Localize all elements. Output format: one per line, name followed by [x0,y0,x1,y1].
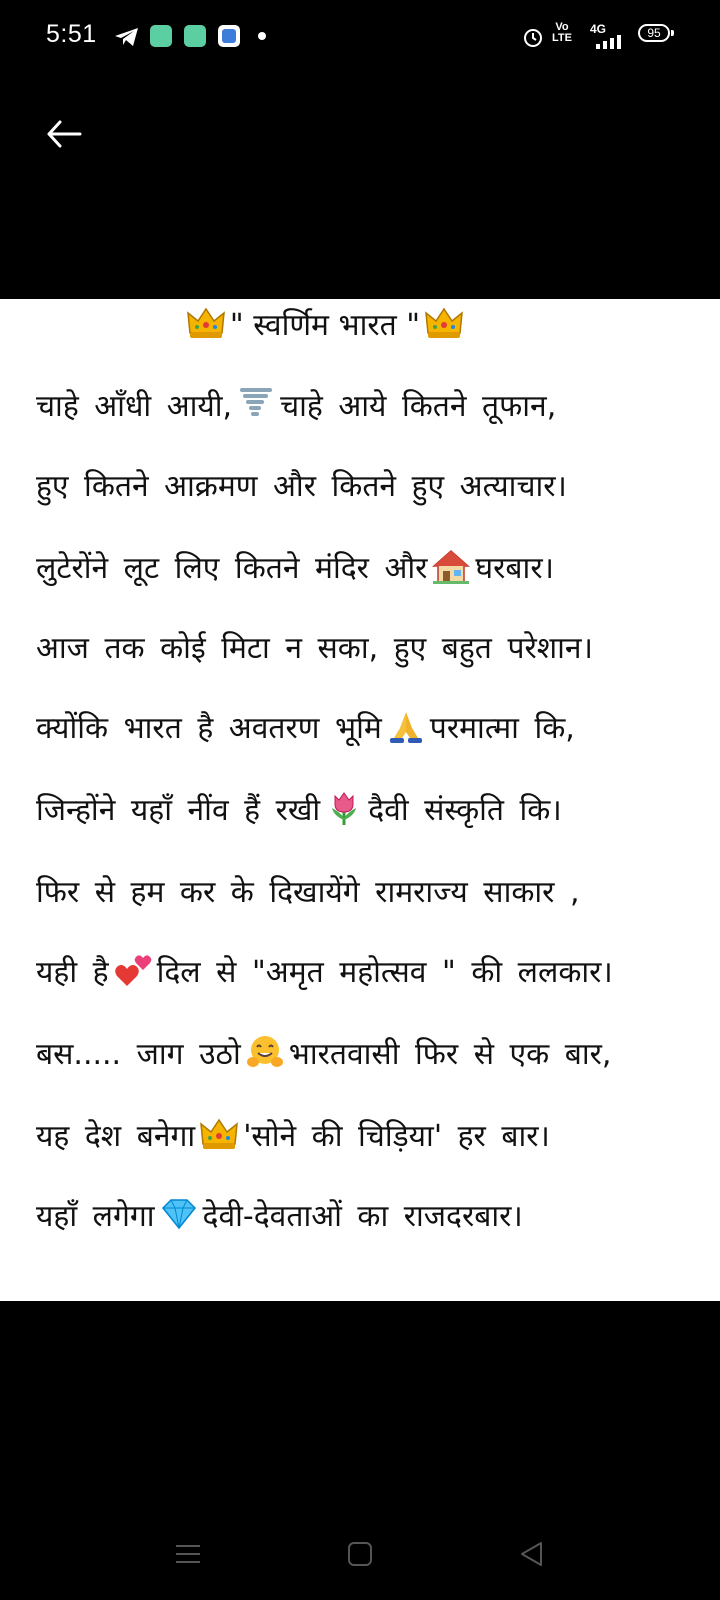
poem-text: देवी-देवताओं का राजदरबार। [202,1199,523,1234]
poem-text: हुए कितने आक्रमण और कितने हुए अत्याचार। [36,469,567,504]
poem-text: दिल से "अमृत महोत्सव " की ललकार। [156,955,613,990]
navigation-bar [0,1510,720,1600]
poem-line [36,385,686,429]
app-icon [150,25,172,47]
menu-lines-icon [175,1543,201,1569]
poem-title-row [0,305,650,346]
poem-text: फिर से हम कर के दिखायेंगे रामराज्य साकार , [36,875,580,910]
battery-tip [671,30,674,36]
poem-text: यही है [36,955,109,990]
poem-text: यहाँ लगेगा [36,1199,155,1234]
poem-line [36,547,686,591]
poem-text: 'सोने की चिड़िया' हर बार। [243,1119,550,1154]
poem-text: आज तक कोई मिटा न सका, हुए बहुत परेशान। [36,631,593,666]
two-hearts-icon [113,952,153,988]
poem-image [0,299,720,1301]
house-icon [431,548,471,584]
telegram-icon [114,27,140,51]
poem-text: जिन्होंने यहाँ नींव हैं रखी [36,793,321,828]
app-icon [218,25,240,47]
app-icon [184,25,206,47]
poem-line [36,1195,686,1239]
poem-text: चाहे आँधी आयी, [36,389,233,424]
arrow-left-icon [46,120,82,152]
tornado-icon [236,386,276,422]
poem-text: भारतवासी फिर से एक बार, [288,1037,612,1072]
poem-text: घरबार। [475,551,554,586]
poem-line [36,1033,686,1077]
crown-icon [424,305,464,341]
poem-text: परमात्मा कि, [429,711,575,746]
poem-line [36,1115,686,1159]
battery-icon: 95 [638,24,670,42]
poem-line [36,707,686,751]
notification-dot-icon [258,32,266,40]
square-icon [347,1541,373,1571]
triangle-back-icon [519,1541,545,1571]
poem-line [36,951,686,995]
status-bar [0,0,720,72]
volte-icon: Vo LTE [552,21,572,44]
signal-icon [596,34,622,53]
poem-text: बस..... जाग उठो [36,1037,241,1072]
poem-text: चाहे आये कितने तूफान, [280,389,557,424]
poem-text: यह देश बनेगा [36,1119,196,1154]
status-time: 5:51 [46,20,97,48]
tulip-icon [324,790,364,826]
back-button[interactable] [36,108,92,164]
poem-text: लुटेरोंने लूट लिए कितने मंदिर और [36,551,428,586]
poem-line [36,871,686,915]
crown-icon [199,1116,239,1152]
recents-button[interactable] [160,1528,216,1584]
nav-back-button[interactable] [504,1528,560,1584]
folded-hands-icon [386,708,426,744]
poem-title: " स्वर्णिम भारत " [229,308,421,343]
alarm-icon [522,26,544,52]
poem-line [36,789,686,833]
poem-line [36,465,686,509]
poem-text: क्योंकि भारत है अवतरण भूमि [36,711,382,746]
hugging-face-icon [245,1034,285,1070]
home-button[interactable] [332,1528,388,1584]
network-type: 4G [590,22,607,36]
crown-icon [186,305,226,341]
poem-line [36,627,686,671]
gem-icon [159,1196,199,1232]
poem-text: दैवी संस्कृति कि। [368,793,562,828]
